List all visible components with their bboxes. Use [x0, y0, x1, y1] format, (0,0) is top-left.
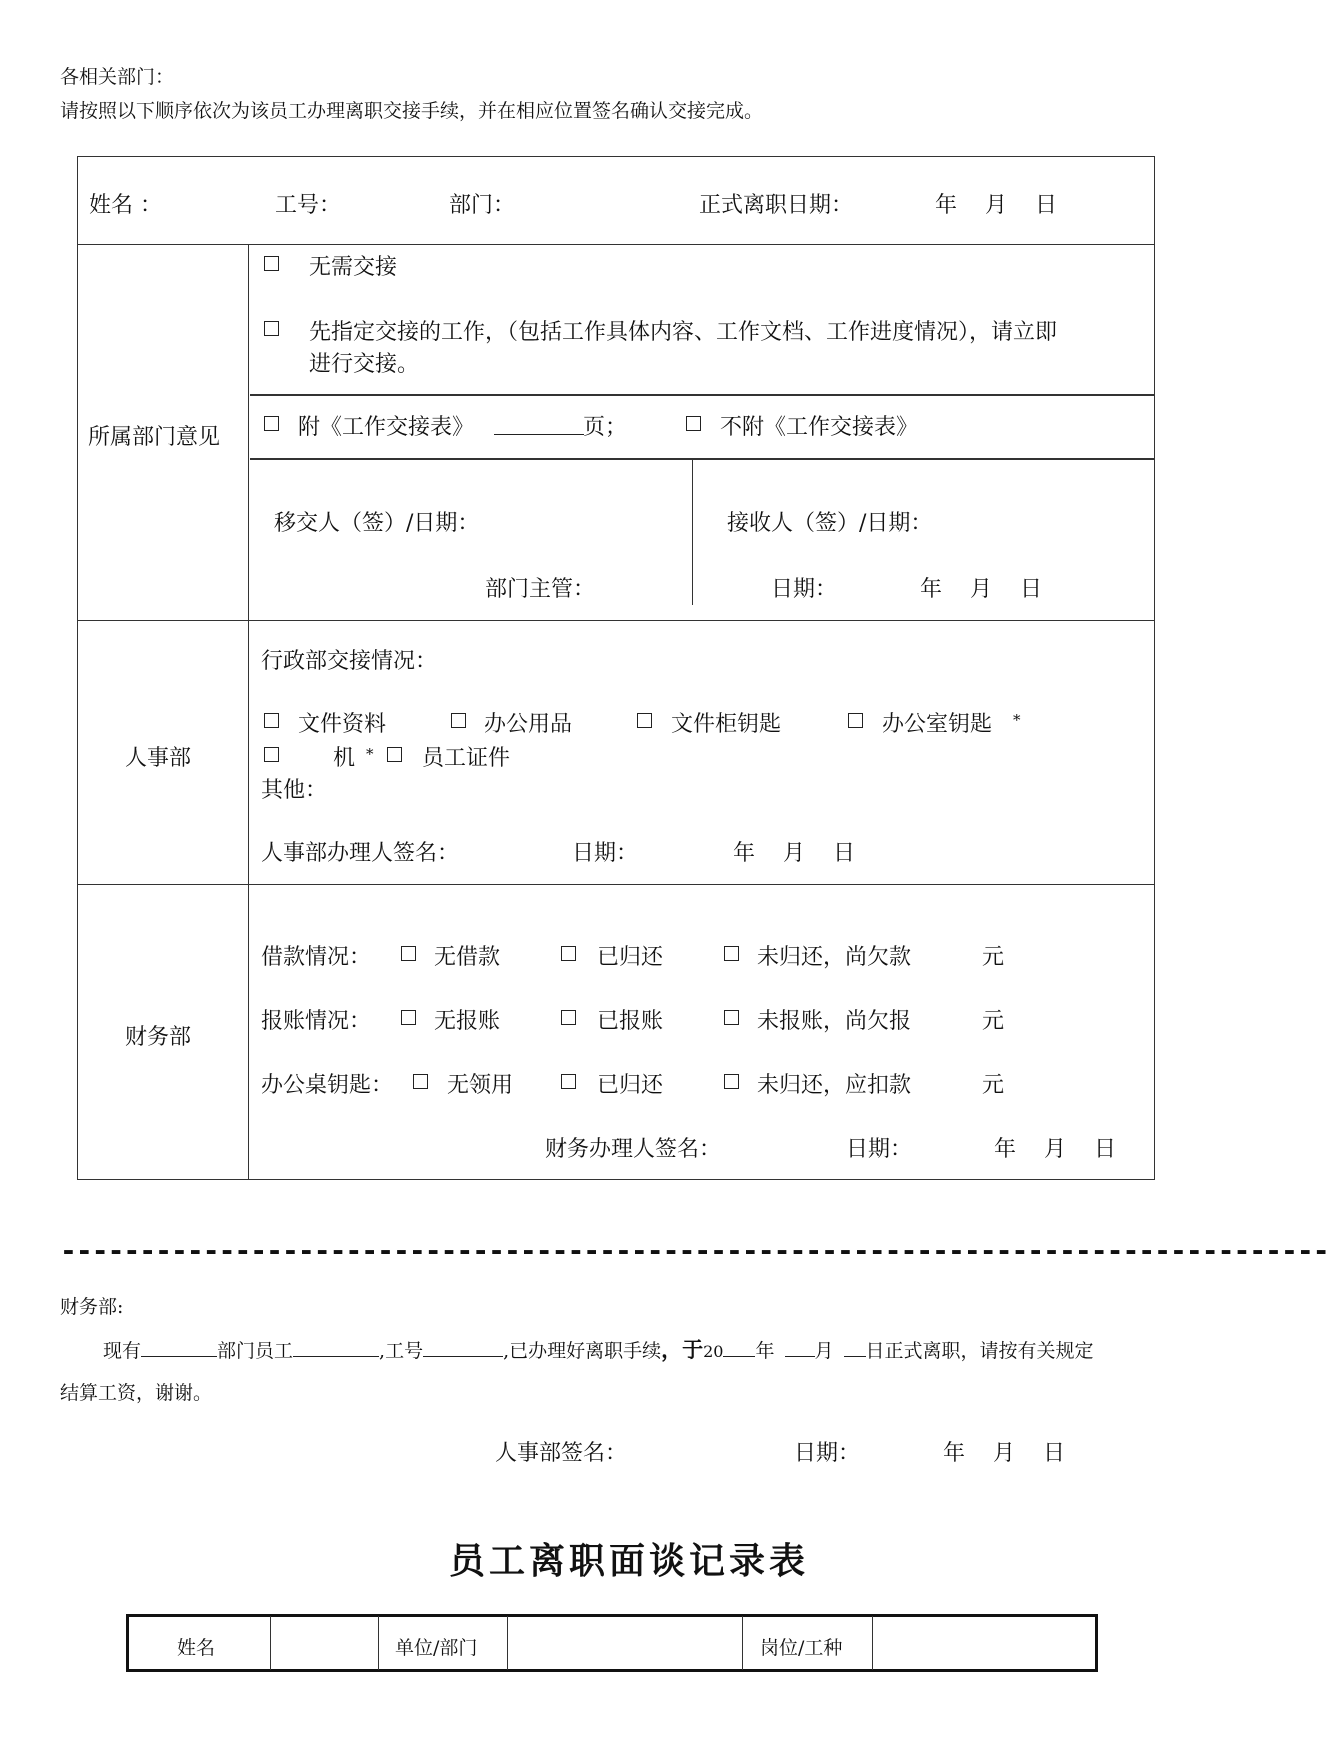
- notice-sign-label: 人事部签名：: [495, 1441, 628, 1466]
- item-badge-checkbox[interactable]: [387, 747, 402, 762]
- notice-day-field[interactable]: [844, 1338, 866, 1357]
- handover-sign-label: 移交人（签）/日期：: [274, 511, 480, 536]
- desk-deduct-checkbox[interactable]: [724, 1074, 739, 1089]
- interview-name-field[interactable]: [272, 1617, 376, 1669]
- finance-sign-label: 财务办理人签名：: [545, 1137, 722, 1162]
- item-machine-star: *: [366, 745, 374, 763]
- notice-month-label: 月: [993, 1441, 1016, 1466]
- no-attach-checkbox[interactable]: [686, 416, 701, 431]
- dept-manager-label: 部门主管：: [485, 577, 596, 602]
- dept-date-label: 日期：: [771, 577, 838, 602]
- notice-empno-field[interactable]: [423, 1338, 503, 1357]
- dept-label: 部门：: [449, 193, 516, 218]
- item-cabinet-key-checkbox[interactable]: [637, 713, 652, 728]
- desk-unit: 元: [982, 1073, 1005, 1098]
- notice-month-field[interactable]: [785, 1338, 815, 1357]
- attach-pages-label: 页；: [583, 415, 628, 440]
- reimb-done-label: 已报账: [597, 1009, 664, 1034]
- dept-month-label: 月: [970, 577, 993, 602]
- item-cabinet-key-label: 文件柜钥匙: [671, 712, 782, 737]
- hr-section-label: 人事部: [125, 746, 192, 771]
- item-supplies-checkbox[interactable]: [451, 713, 466, 728]
- item-supplies-label: 办公用品: [484, 712, 573, 737]
- dept-section-label: 所属部门意见: [88, 425, 221, 450]
- hr-sign-label: 人事部办理人签名：: [261, 841, 460, 866]
- hr-month-label: 月: [783, 841, 806, 866]
- desk-deduct-label: 未归还，应扣款: [757, 1073, 912, 1098]
- notice-line2: 结算工资，谢谢。: [60, 1382, 213, 1404]
- item-office-key-label: 办公室钥匙: [882, 712, 993, 737]
- desk-none-label: 无领用: [447, 1073, 514, 1098]
- item-machine-label: 机: [333, 746, 356, 771]
- dept-day-label: 日: [1020, 577, 1043, 602]
- loan-owed-label: 未归还，尚欠款: [757, 945, 912, 970]
- leave-date-label: 正式离职日期：: [699, 193, 854, 218]
- reimb-none-label: 无报账: [434, 1009, 501, 1034]
- item-documents-checkbox[interactable]: [264, 713, 279, 728]
- notice-dept-field[interactable]: [141, 1338, 217, 1357]
- loan-returned-label: 已归还: [597, 945, 664, 970]
- reimb-owed-checkbox[interactable]: [724, 1010, 739, 1025]
- desk-key-label: 办公桌钥匙：: [261, 1073, 394, 1098]
- interview-position-label: 岗位/工种: [760, 1637, 843, 1659]
- notice-employee-field[interactable]: [293, 1338, 379, 1357]
- year-label: 年: [935, 193, 958, 218]
- first-handover-line2: 进行交接。: [309, 352, 420, 377]
- finance-day-label: 日: [1094, 1137, 1117, 1162]
- notice-date-label: 日期：: [794, 1441, 861, 1466]
- no-handover-checkbox[interactable]: [264, 256, 279, 271]
- desk-returned-checkbox[interactable]: [561, 1074, 576, 1089]
- finance-section-label: 财务部: [125, 1025, 192, 1050]
- reimb-done-checkbox[interactable]: [561, 1010, 576, 1025]
- loan-owed-checkbox[interactable]: [724, 946, 739, 961]
- interview-position-field[interactable]: [874, 1617, 1094, 1669]
- finance-date-label: 日期：: [846, 1137, 913, 1162]
- notice-line1: 现有 部门员工 ,工号 ,已办理好离职手续，于20 年 月 日正式离职，请按有关规定: [103, 1337, 1094, 1362]
- loan-unit: 元: [982, 945, 1005, 970]
- interview-name-label: 姓名: [177, 1637, 216, 1659]
- intro-line1: 各相关部门：: [60, 66, 175, 88]
- interview-unit-dept-label: 单位/部门: [395, 1637, 478, 1659]
- no-handover-label: 无需交接: [309, 255, 398, 280]
- attach-pages-field[interactable]: [494, 416, 584, 435]
- attach-checkbox[interactable]: [264, 416, 279, 431]
- item-machine-checkbox[interactable]: [264, 747, 279, 762]
- admin-handover-label: 行政部交接情况：: [261, 649, 438, 674]
- name-label: 姓名 ：: [89, 193, 162, 218]
- loan-none-label: 无借款: [434, 945, 501, 970]
- notice-year-label: 年: [943, 1441, 966, 1466]
- hr-day-label: 日: [833, 841, 856, 866]
- notice-year-field[interactable]: [723, 1338, 755, 1357]
- finance-year-label: 年: [994, 1137, 1017, 1162]
- reimb-label: 报账情况：: [261, 1009, 372, 1034]
- item-documents-label: 文件资料: [298, 712, 387, 737]
- interview-unit-dept-field[interactable]: [509, 1617, 740, 1669]
- desk-none-checkbox[interactable]: [413, 1074, 428, 1089]
- day-label: 日: [1035, 193, 1058, 218]
- hr-date-label: 日期：: [572, 841, 639, 866]
- notice-to: 财务部:: [60, 1296, 124, 1318]
- finance-month-label: 月: [1044, 1137, 1067, 1162]
- month-label: 月: [985, 193, 1008, 218]
- first-handover-line1: 先指定交接的工作，（包括工作具体内容、工作文档、工作进度情况），请立即: [309, 320, 1058, 345]
- no-attach-label: 不附《工作交接表》: [720, 415, 919, 440]
- hr-year-label: 年: [733, 841, 756, 866]
- item-badge-label: 员工证件: [422, 746, 511, 771]
- reimb-unit: 元: [982, 1009, 1005, 1034]
- notice-day-label: 日: [1043, 1441, 1066, 1466]
- interview-title: 员工离职面谈记录表: [449, 1540, 810, 1582]
- first-handover-checkbox[interactable]: [264, 321, 279, 336]
- dept-year-label: 年: [920, 577, 943, 602]
- emp-no-label: 工号：: [275, 193, 342, 218]
- reimb-none-checkbox[interactable]: [401, 1010, 416, 1025]
- receiver-sign-label: 接收人（签）/日期：: [727, 511, 933, 536]
- loan-label: 借款情况：: [261, 945, 372, 970]
- desk-returned-label: 已归还: [597, 1073, 664, 1098]
- cut-line-divider: --------------------------------------------------------------------------------: [60, 1234, 1329, 1267]
- item-star: *: [1013, 711, 1021, 729]
- loan-returned-checkbox[interactable]: [561, 946, 576, 961]
- attach-label: 附《工作交接表》: [298, 415, 475, 440]
- intro-line2: 请按照以下顺序依次为该员工办理离职交接手续，并在相应位置签名确认交接完成。: [60, 100, 764, 122]
- loan-none-checkbox[interactable]: [401, 946, 416, 961]
- item-office-key-checkbox[interactable]: [848, 713, 863, 728]
- hr-other-label: 其他：: [261, 778, 328, 803]
- reimb-owed-label: 未报账，尚欠报: [757, 1009, 912, 1034]
